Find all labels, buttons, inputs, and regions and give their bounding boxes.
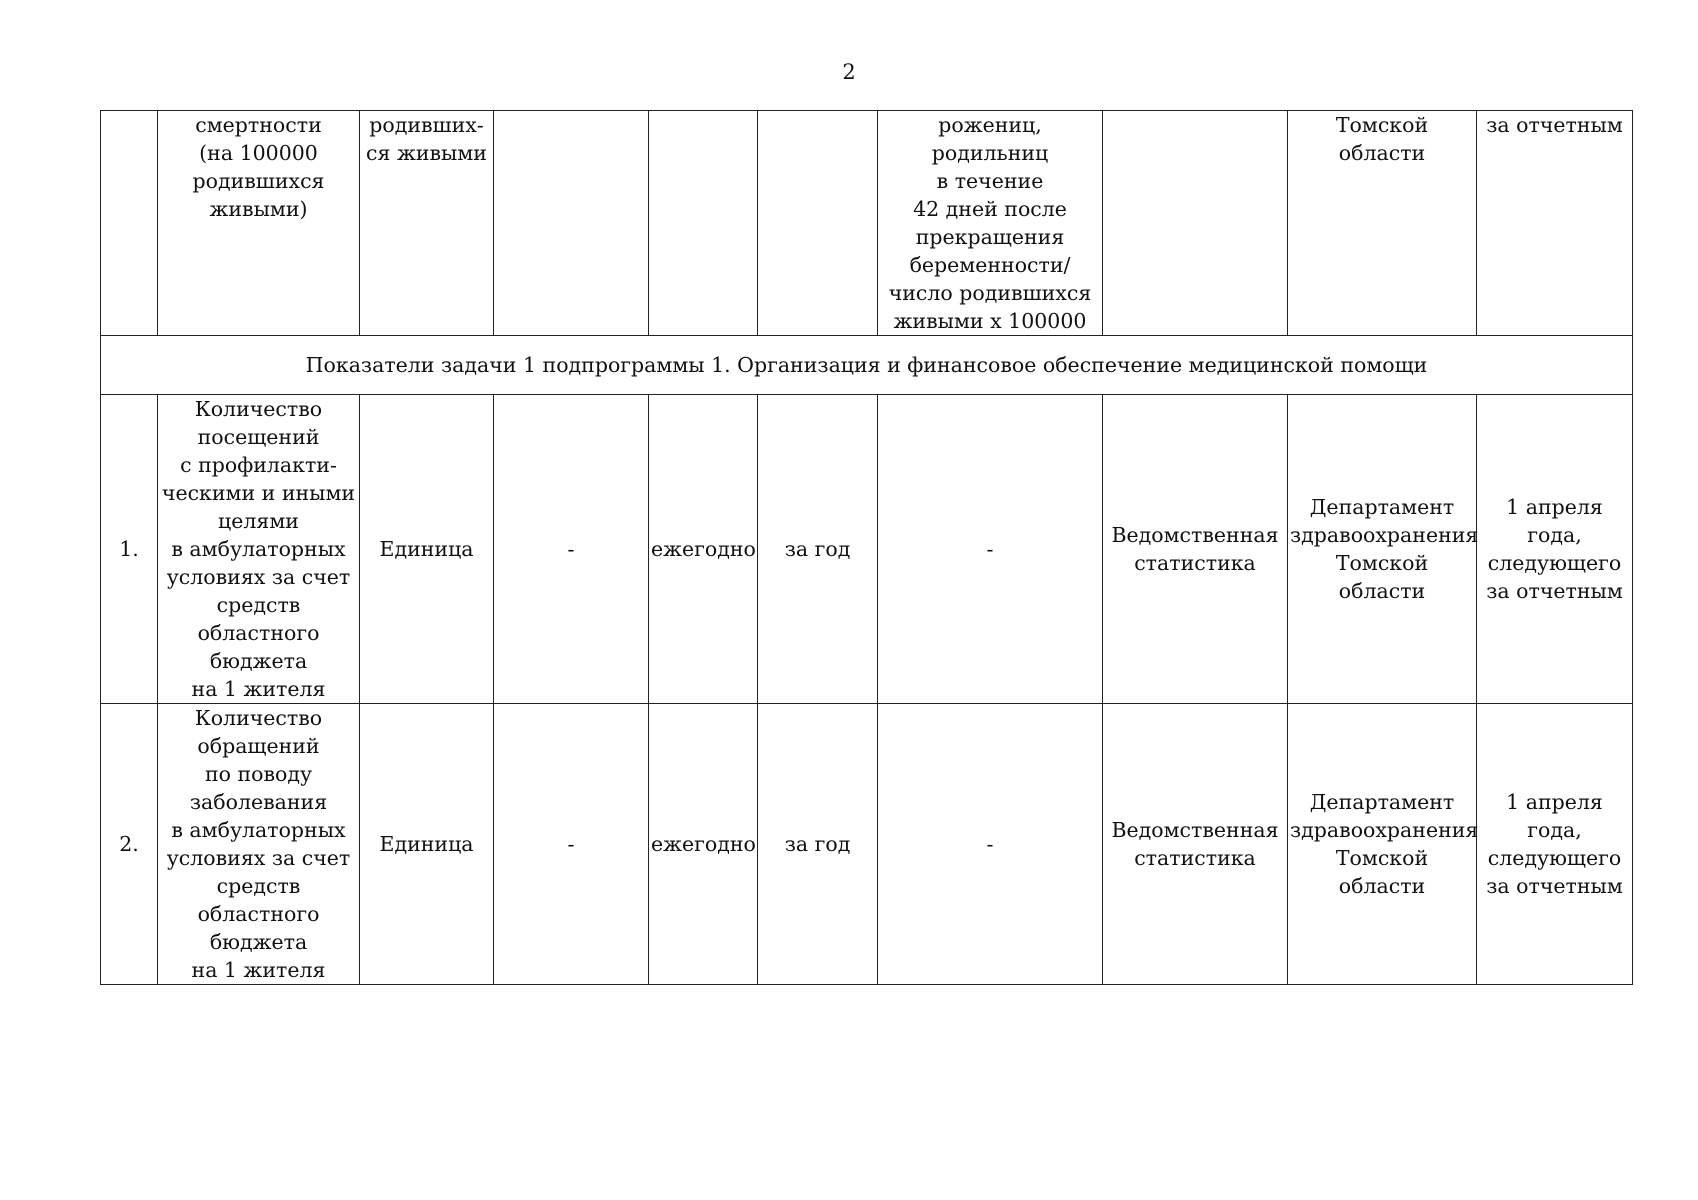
cell-deadline: 1 апреля года, следующего за отчетным — [1477, 704, 1633, 985]
page-number: 2 — [842, 60, 856, 84]
cell-formula: - — [878, 395, 1103, 704]
cell-formula: рожениц, родильниц в течение 42 дней после прекращения беременности/ число родившихся живыми x 100000 — [878, 111, 1103, 336]
cell-dynamics — [494, 111, 649, 336]
cell-formula: - — [878, 704, 1103, 985]
table-row — [101, 704, 1633, 985]
cell-period: за год — [758, 395, 878, 704]
cell-source — [1103, 111, 1288, 336]
cell-unit: Единица — [360, 395, 494, 704]
section-row — [101, 336, 1633, 395]
cell-indicator: Количество обращений по поводу заболевания в амбулаторных условиях за счет средств областного бюджета на 1 жителя — [158, 704, 360, 985]
cell-indicator: Количество посещений с профилакти- ческими и иными целями в амбулаторных условиях за счет средств областного бюджета на 1 жителя — [158, 395, 360, 704]
cell-dynamics: - — [494, 704, 649, 985]
cell-num: 2. — [101, 704, 158, 985]
cell-num: 1. — [101, 395, 158, 704]
cell-deadline: за отчетным — [1477, 111, 1633, 336]
cell-period — [758, 111, 878, 336]
cell-indicator: смертности (на 100000 родившихся живыми) — [158, 111, 360, 336]
cell-dynamics: - — [494, 395, 649, 704]
cell-source: Ведомственная статистика — [1103, 704, 1288, 985]
cell-frequency — [649, 111, 758, 336]
table-row — [101, 395, 1633, 704]
cell-unit: Единица — [360, 704, 494, 985]
cell-responsible: Томской области — [1288, 111, 1477, 336]
cell-frequency: ежегодно — [649, 704, 758, 985]
cell-deadline: 1 апреля года, следующего за отчетным — [1477, 395, 1633, 704]
cell-responsible: Департамент здравоохранения Томской области — [1288, 704, 1477, 985]
cell-frequency: ежегодно — [649, 395, 758, 704]
cell-num — [101, 111, 158, 336]
cell-source: Ведомственная статистика — [1103, 395, 1288, 704]
table-row — [101, 111, 1633, 336]
cell-period: за год — [758, 704, 878, 985]
section-title: Показатели задачи 1 подпрограммы 1. Организация и финансовое обеспечение медицинской помощи — [101, 336, 1633, 395]
cell-responsible: Департамент здравоохранения Томской области — [1288, 395, 1477, 704]
cell-unit: родивших- ся живыми — [360, 111, 494, 336]
indicators-table — [100, 110, 1633, 985]
